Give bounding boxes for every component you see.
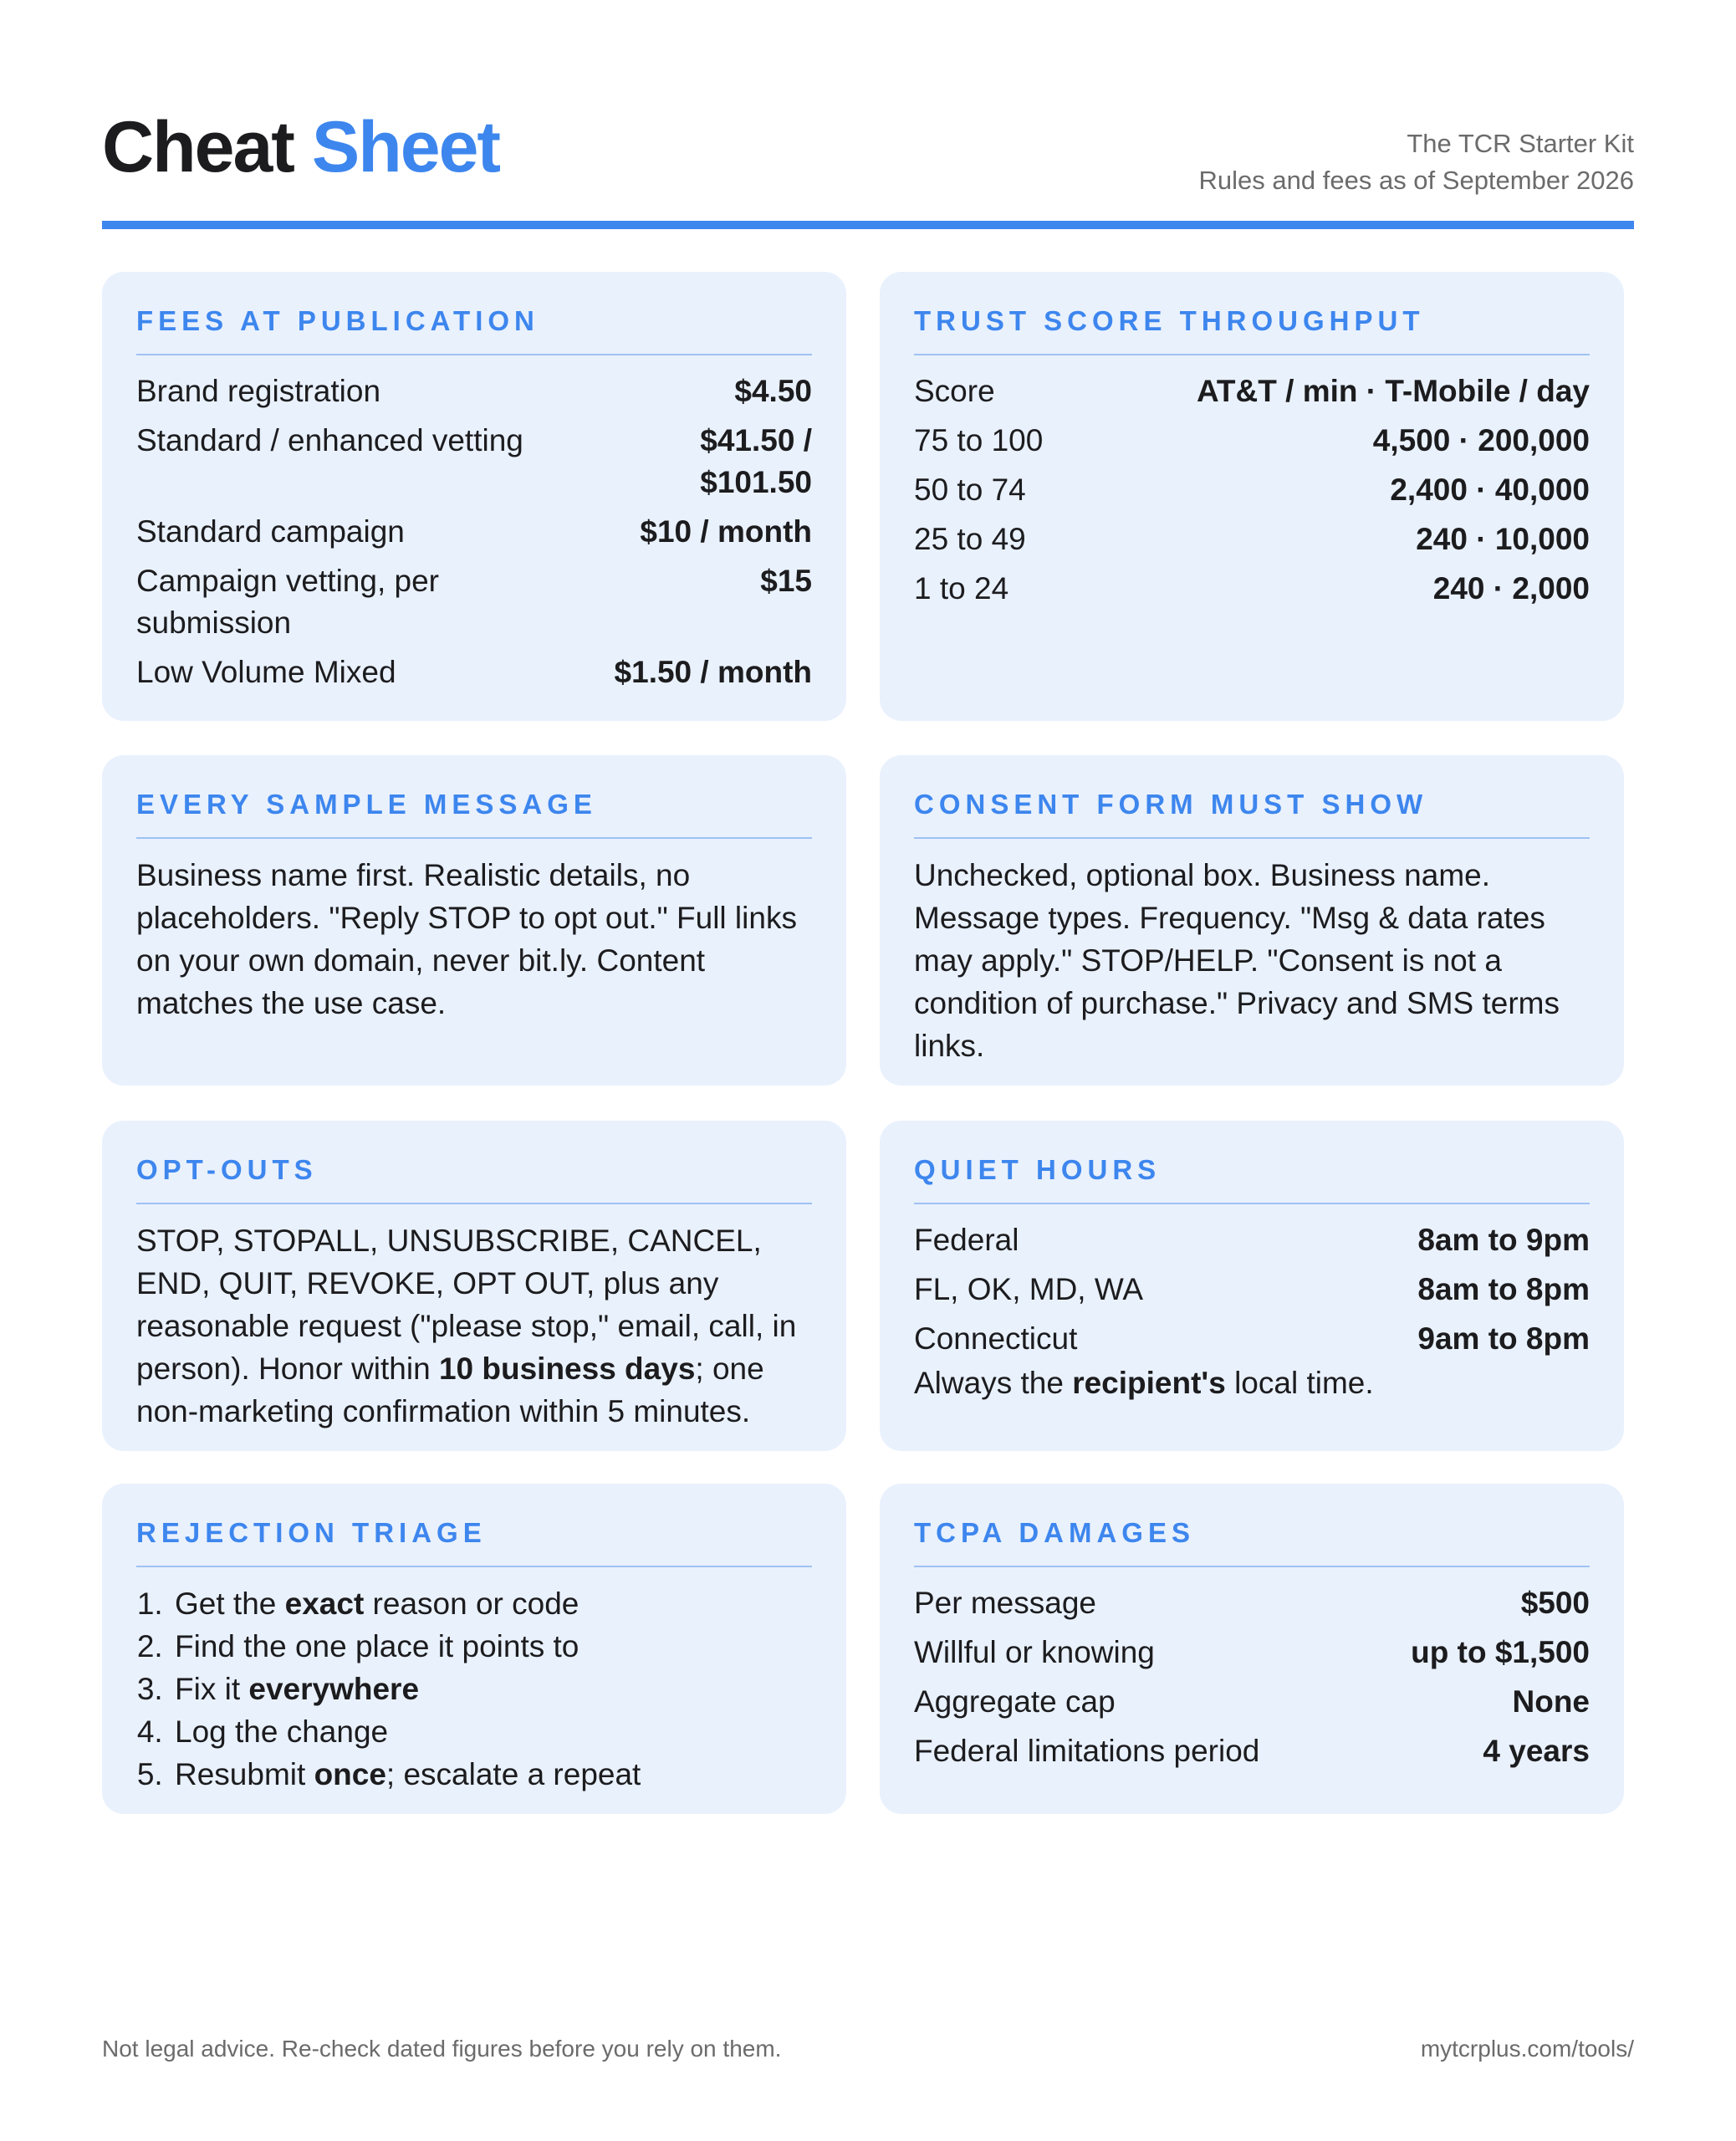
tcpa-value: $500 bbox=[1520, 1586, 1590, 1620]
step-text: Resubmit bbox=[175, 1757, 314, 1791]
tcpa-label: Willful or knowing bbox=[914, 1635, 1155, 1669]
step-bold: exact bbox=[284, 1587, 365, 1621]
fee-label: Brand registration bbox=[136, 374, 381, 408]
tcpa-row bbox=[914, 1730, 1590, 1772]
subtitle-date: Rules and fees as of September 2026 bbox=[1198, 166, 1634, 195]
fee-label: Campaign vetting, per submission bbox=[136, 564, 439, 640]
triage-step bbox=[171, 1668, 812, 1710]
tcpa-value: up to $1,500 bbox=[1411, 1635, 1590, 1669]
step-bold: everywhere bbox=[248, 1672, 420, 1706]
fee-value-line2: $101.50 bbox=[700, 465, 812, 499]
quiet-row bbox=[914, 1219, 1590, 1261]
trust-header-label: Score bbox=[914, 374, 995, 408]
trust-throughput: 2,400 · 40,000 bbox=[1390, 473, 1590, 507]
triage-step bbox=[171, 1625, 812, 1668]
quiet-note-a: Always the bbox=[914, 1366, 1073, 1400]
rejection-triage-card bbox=[102, 1484, 846, 1814]
fee-value: $1.50 / month bbox=[614, 655, 812, 689]
trust-header-row bbox=[914, 370, 1590, 412]
fees-card bbox=[102, 272, 846, 721]
quiet-region: Federal bbox=[914, 1223, 1019, 1257]
tcpa-value: None bbox=[1512, 1684, 1590, 1719]
fee-label: Standard campaign bbox=[136, 514, 405, 549]
tcpa-label: Federal limitations period bbox=[914, 1734, 1260, 1768]
triage-step bbox=[171, 1710, 812, 1753]
quiet-note-b: local time. bbox=[1225, 1366, 1374, 1400]
tcpa-row bbox=[914, 1681, 1590, 1723]
quiet-title: QUIET HOURS bbox=[914, 1149, 1590, 1204]
sample-title: EVERY SAMPLE MESSAGE bbox=[136, 784, 812, 839]
triage-step bbox=[171, 1753, 812, 1796]
fee-value: $15 bbox=[760, 564, 812, 598]
tcpa-title: TCPA DAMAGES bbox=[914, 1512, 1590, 1567]
opt-outs-card bbox=[102, 1121, 846, 1451]
consent-title: CONSENT FORM MUST SHOW bbox=[914, 784, 1590, 839]
sample-message-card bbox=[102, 755, 846, 1086]
fee-row-low-volume bbox=[136, 651, 812, 693]
step-text: Log the change bbox=[175, 1714, 389, 1749]
trust-row bbox=[914, 568, 1590, 610]
trust-row bbox=[914, 420, 1590, 462]
quiet-hours: 8am to 8pm bbox=[1417, 1272, 1590, 1306]
trust-header-value: AT&T / min · T-Mobile / day bbox=[1196, 374, 1590, 408]
step-text: Find the one place it points to bbox=[175, 1629, 580, 1663]
tcpa-label: Aggregate cap bbox=[914, 1684, 1116, 1719]
tcpa-label: Per message bbox=[914, 1586, 1096, 1620]
trust-score-range: 25 to 49 bbox=[914, 522, 1026, 556]
consent-card bbox=[880, 755, 1624, 1086]
trust-throughput: 4,500 · 200,000 bbox=[1372, 423, 1590, 457]
fee-label: Low Volume Mixed bbox=[136, 655, 396, 689]
sample-text: Business name first. Realistic details, no placeholders. "Reply STOP to opt out." Full links on your own domain, never bit.ly. Content matches the use case. bbox=[136, 858, 797, 1020]
triage-title: REJECTION TRIAGE bbox=[136, 1512, 812, 1567]
triage-step bbox=[171, 1582, 812, 1625]
fee-row-brand bbox=[136, 370, 812, 412]
quiet-hours: 8am to 9pm bbox=[1417, 1223, 1590, 1257]
optouts-text bbox=[136, 1219, 812, 1433]
quiet-note bbox=[914, 1362, 1590, 1404]
fee-row-campaign bbox=[136, 511, 812, 553]
page-subtitle bbox=[1199, 125, 1634, 199]
tcpa-row bbox=[914, 1632, 1590, 1673]
trust-row bbox=[914, 519, 1590, 560]
optouts-title: OPT-OUTS bbox=[136, 1149, 812, 1204]
tcpa-value: 4 years bbox=[1483, 1734, 1590, 1768]
fee-row-vetting bbox=[136, 420, 812, 503]
step-text-end: ; escalate a repeat bbox=[385, 1757, 641, 1791]
quiet-note-bold: recipient's bbox=[1072, 1366, 1226, 1400]
footer-url: mytcrplus.com/tools/ bbox=[1420, 2036, 1634, 2062]
trust-title: TRUST SCORE THROUGHPUT bbox=[914, 300, 1590, 355]
optouts-text-bold: 10 business days bbox=[438, 1352, 696, 1386]
page-title bbox=[102, 107, 499, 187]
tcpa-row bbox=[914, 1582, 1590, 1624]
quiet-region: FL, OK, MD, WA bbox=[914, 1272, 1144, 1306]
quiet-region: Connecticut bbox=[914, 1321, 1078, 1356]
trust-row bbox=[914, 469, 1590, 511]
fee-label: Standard / enhanced vetting bbox=[136, 423, 523, 457]
triage-steps bbox=[136, 1582, 812, 1796]
quiet-hours: 9am to 8pm bbox=[1417, 1321, 1590, 1356]
title-main: Cheat bbox=[102, 107, 294, 187]
trust-score-card bbox=[880, 272, 1624, 721]
quiet-hours-card bbox=[880, 1121, 1624, 1451]
fee-value: $4.50 bbox=[734, 374, 812, 408]
step-bold: once bbox=[314, 1757, 386, 1791]
step-text: Fix it bbox=[175, 1672, 249, 1706]
step-text-end: reason or code bbox=[364, 1587, 580, 1621]
trust-throughput: 240 · 10,000 bbox=[1416, 522, 1590, 556]
page-header bbox=[102, 107, 1634, 195]
quiet-row bbox=[914, 1318, 1590, 1360]
tcpa-damages-card bbox=[880, 1484, 1624, 1814]
trust-throughput: 240 · 2,000 bbox=[1432, 571, 1590, 606]
header-divider bbox=[102, 221, 1634, 229]
fee-value bbox=[700, 420, 812, 503]
step-text: Get the bbox=[175, 1587, 285, 1621]
trust-score-range: 75 to 100 bbox=[914, 423, 1044, 457]
footer-disclaimer: Not legal advice. Re-check dated figures before you rely on them. bbox=[102, 2036, 782, 2062]
trust-score-range: 1 to 24 bbox=[914, 571, 1009, 606]
optouts-text-a: STOP, STOPALL, UNSUBSCRIBE, CANCEL, END, QUIT, REVOKE, OPT OUT, plus any reasonable request ("please stop," email, call, in person). Honor within bbox=[136, 1224, 797, 1386]
fees-title: FEES AT PUBLICATION bbox=[136, 300, 812, 355]
consent-text: Unchecked, optional box. Business name. Message types. Frequency. "Msg & data rates may apply." STOP/HELP. "Consent is not a condition of purchase." Privacy and SMS terms links. bbox=[914, 858, 1560, 1063]
fee-row-campaign-vetting bbox=[136, 560, 812, 644]
fee-value: $10 / month bbox=[640, 514, 812, 549]
fee-value-line1: $41.50 / bbox=[700, 423, 812, 457]
optouts-text-b: ; one non-marketing confirmation within 5 minutes. bbox=[136, 1352, 764, 1428]
title-accent: Sheet bbox=[311, 107, 500, 187]
trust-score-range: 50 to 74 bbox=[914, 473, 1026, 507]
subtitle-kit-name: The TCR Starter Kit bbox=[1407, 129, 1634, 158]
quiet-row bbox=[914, 1269, 1590, 1311]
